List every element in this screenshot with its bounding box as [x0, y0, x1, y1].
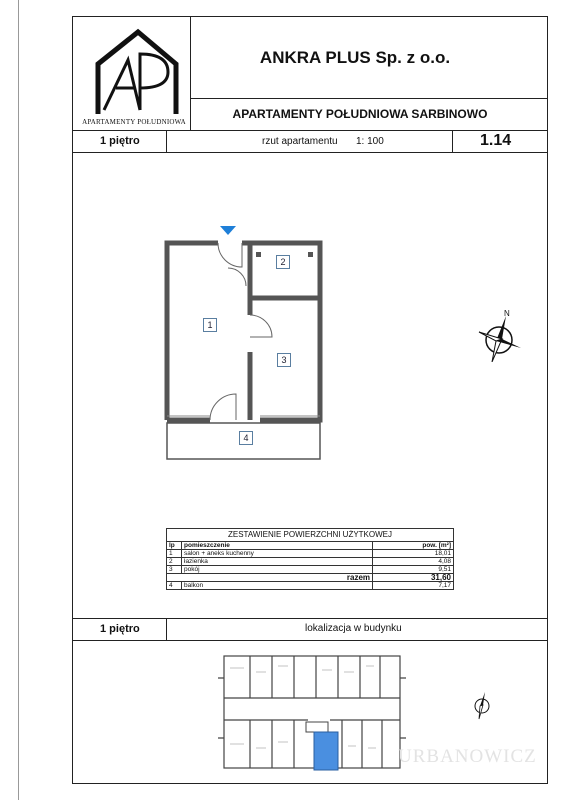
- company-logo: [88, 26, 184, 118]
- north-label: N: [504, 309, 510, 318]
- building-location-plan: [210, 648, 410, 774]
- table-cell: 4: [167, 582, 182, 590]
- watermark: URBANOWICZ: [398, 746, 537, 767]
- location-floor-label: 1 piętro: [100, 623, 140, 635]
- apartment-highlight: [314, 732, 338, 770]
- table-cell: balkon: [182, 582, 373, 590]
- room-tag: 2: [276, 255, 290, 269]
- table-total-row: [167, 574, 454, 582]
- total-label: razem: [167, 574, 373, 582]
- divider: [72, 152, 548, 153]
- north-arrow-small-icon: [470, 690, 496, 720]
- table-header: pow. [m²]: [373, 542, 454, 550]
- table-row: [167, 550, 454, 558]
- table-title: ZESTAWIENIE POWIERZCHNI UŻYTKOWEJ: [167, 529, 454, 542]
- table-cell: pokój: [182, 566, 373, 574]
- divider: [166, 130, 167, 152]
- floor-label: 1 piętro: [100, 135, 140, 147]
- divider: [452, 130, 453, 152]
- divider: [72, 130, 548, 131]
- table-cell: 3: [167, 566, 182, 574]
- table-cell: 2: [167, 558, 182, 566]
- scale-label: rzut apartamentu: [262, 136, 338, 147]
- scale-value: 1: 100: [356, 136, 384, 147]
- table-cell: 9,51: [373, 566, 454, 574]
- logo-caption: APARTAMENTY POŁUDNIOWA: [82, 118, 186, 126]
- room-tag: 4: [239, 431, 253, 445]
- areas-table: [166, 528, 454, 590]
- entrance-marker: [220, 226, 236, 235]
- table-cell: łazienka: [182, 558, 373, 566]
- page-margin-line: [18, 0, 19, 800]
- room-tag: 3: [277, 353, 291, 367]
- table-cell: 7,17: [373, 582, 454, 590]
- table-row: [167, 558, 454, 566]
- total-value: 31,60: [373, 574, 454, 582]
- divider: [72, 618, 548, 619]
- table-cell: 18,01: [373, 550, 454, 558]
- divider: [166, 618, 167, 640]
- table-row: [167, 582, 454, 590]
- table-header: lp: [167, 542, 182, 550]
- apartment-number: 1.14: [480, 132, 512, 149]
- north-arrow-icon: [475, 310, 527, 362]
- company-name: ANKRA PLUS Sp. z o.o.: [259, 48, 451, 67]
- table-cell: 4,08: [373, 558, 454, 566]
- room-tag: 1: [203, 318, 217, 332]
- project-name: APARTAMENTY POŁUDNIOWA SARBINOWO: [232, 107, 488, 121]
- table-cell: 1: [167, 550, 182, 558]
- divider: [72, 640, 548, 641]
- table-row: [167, 566, 454, 574]
- table-header-row: [167, 542, 454, 550]
- table-cell: salon + aneks kuchenny: [182, 550, 373, 558]
- divider: [190, 98, 548, 99]
- location-label: lokalizacja w budynku: [305, 623, 402, 634]
- table-header: pomieszczenie: [182, 542, 373, 550]
